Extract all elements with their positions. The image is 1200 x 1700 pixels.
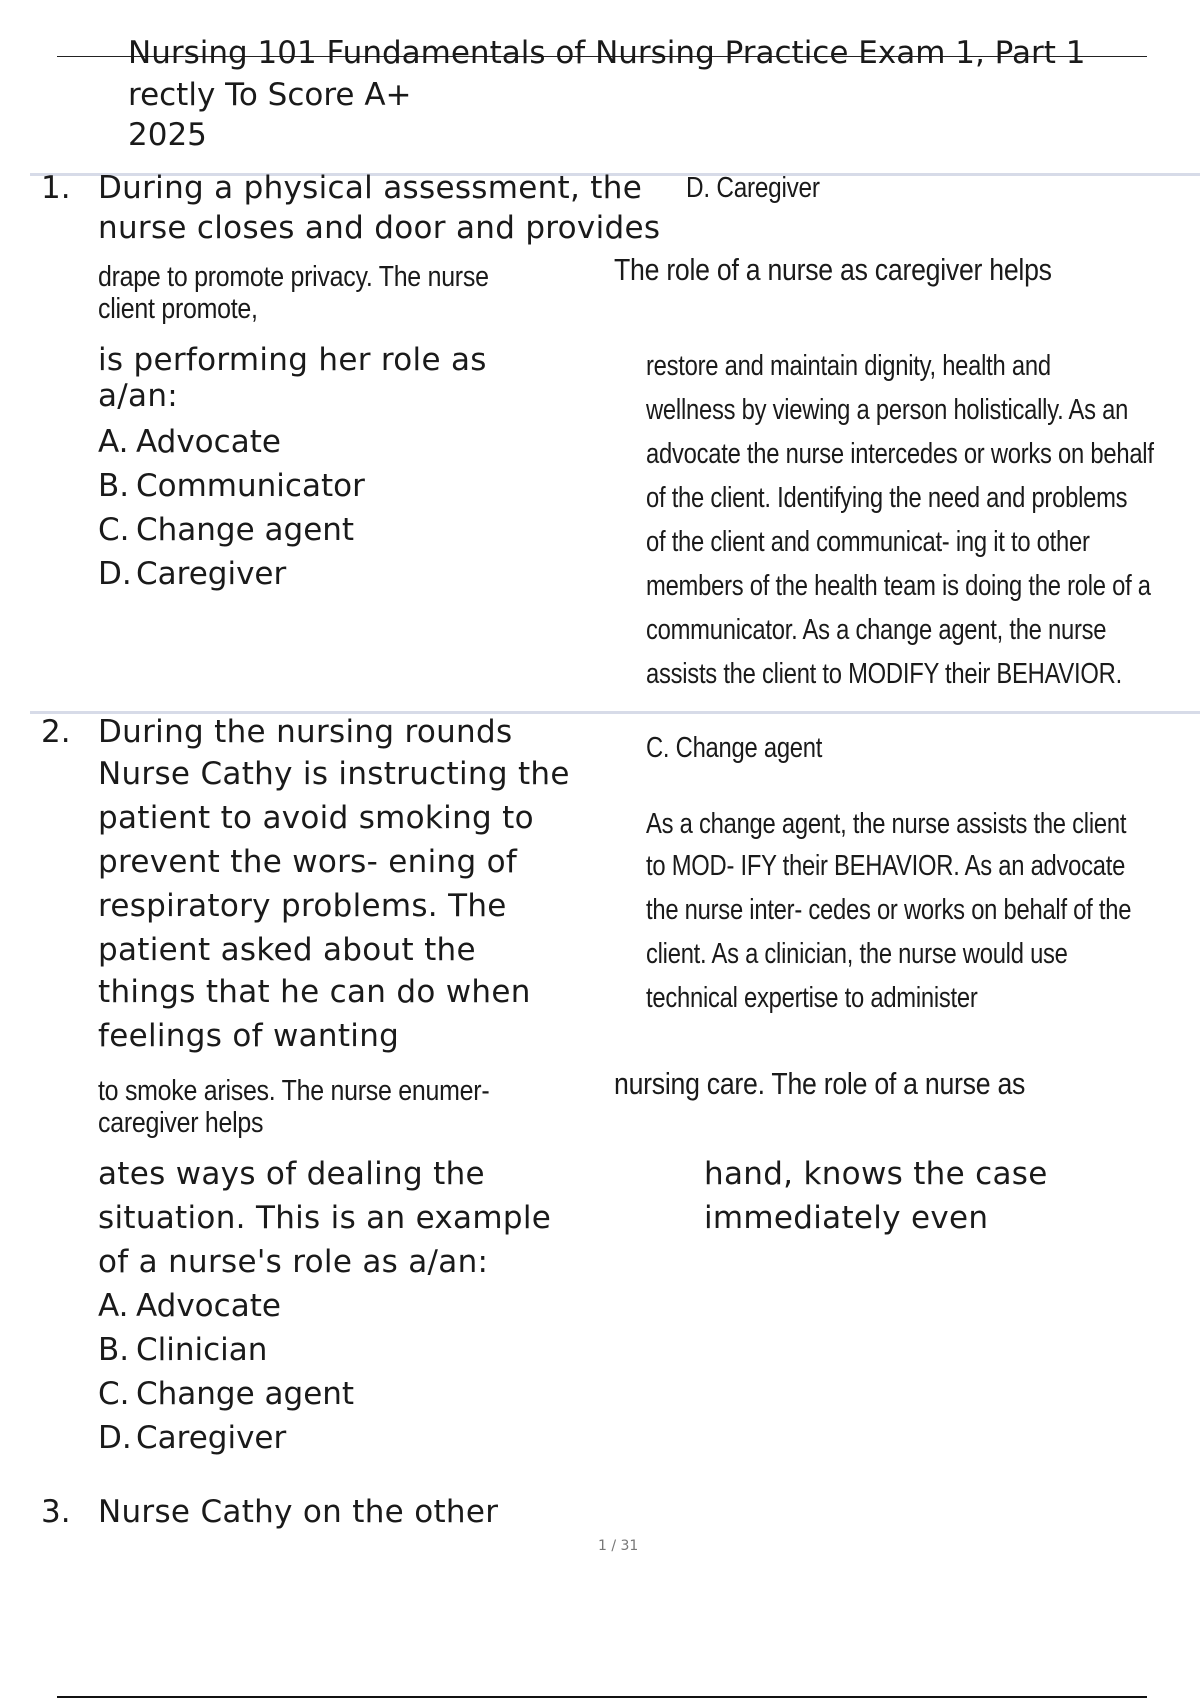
question-stem-line: ates ways of dealing the	[98, 1156, 485, 1192]
question-stem-line: Nurse Cathy on the other	[98, 1494, 499, 1530]
option-letter: D.	[98, 1420, 132, 1456]
option-text: Clinician	[136, 1332, 268, 1368]
question-stem-line: things that he can do when	[98, 974, 531, 1010]
option-letter: A.	[98, 1288, 129, 1324]
answer-option	[98, 1416, 286, 1460]
rationale-line: As a change agent, the nurse assists the client	[646, 808, 1127, 840]
question-number: 3.	[41, 1494, 71, 1530]
question-stem-line: During the nursing rounds	[98, 714, 513, 750]
question-stem-line: of a nurse's role as a/an:	[98, 1244, 489, 1280]
answer-option	[98, 1328, 267, 1372]
answer-option	[98, 420, 281, 464]
question-stem-line: drape to promote privacy. The nurse	[98, 261, 489, 293]
answer-option	[98, 1284, 281, 1328]
answer-option	[98, 464, 365, 508]
question-stem-line: Nurse Cathy is instructing the	[98, 756, 570, 792]
question-stem-line: situation. This is an example	[98, 1200, 552, 1236]
page-number: 1 / 31	[598, 1538, 639, 1554]
option-text: Caregiver	[136, 1420, 287, 1456]
question-number: 1.	[41, 170, 71, 206]
rationale-line: to MOD- IFY their BEHAVIOR. As an advocate	[646, 850, 1126, 882]
answer-key: D. Caregiver	[686, 172, 820, 204]
option-text: Advocate	[136, 1288, 281, 1324]
question-stem-line: nurse closes and door and provides	[98, 210, 661, 246]
question-stem-line: prevent the wors- ening of	[98, 844, 518, 880]
question-stem-line: to smoke arises. The nurse enumer-	[98, 1075, 490, 1107]
rationale-line: wellness by viewing a person holistically. As an	[646, 394, 1129, 426]
answer-key: C. Change agent	[646, 732, 823, 764]
option-text: Advocate	[136, 424, 281, 460]
question-stem-line: patient asked about the	[98, 932, 476, 968]
rationale-line: assists the client to MODIFY their BEHAVIOR.	[646, 658, 1122, 690]
option-text: Change agent	[136, 512, 355, 548]
option-letter: B.	[98, 1332, 130, 1368]
option-text: Change agent	[136, 1376, 355, 1412]
question-stem-line: patient to avoid smoking to	[98, 800, 534, 836]
option-letter: C.	[98, 512, 130, 548]
answer-option	[98, 1372, 354, 1416]
option-letter: D.	[98, 556, 132, 592]
rationale-line: the nurse inter- cedes or works on behalf of the	[646, 894, 1132, 926]
rationale-line: advocate the nurse intercedes or works on behalf	[646, 438, 1154, 470]
option-letter: B.	[98, 468, 130, 504]
document-title: Nursing 101 Fundamentals of Nursing Practice Exam 1, Part 1	[128, 35, 1086, 71]
option-text: Communicator	[136, 468, 365, 504]
answer-option	[98, 508, 354, 552]
footer-rule	[57, 1696, 1147, 1698]
rationale-line: client. As a clinician, the nurse would use	[646, 938, 1068, 970]
rationale-line: communicator. As a change agent, the nurse	[646, 614, 1107, 646]
answer-option	[98, 552, 286, 596]
rationale-line: technical expertise to administer	[646, 982, 978, 1014]
rationale-line: of the client. Identifying the need and problems	[646, 482, 1128, 514]
question-stem-line: caregiver helps	[98, 1107, 264, 1139]
rationale-line: of the client and communicat- ing it to other	[646, 526, 1090, 558]
question-number: 2.	[41, 714, 71, 750]
rationale-line: nursing care. The role of a nurse as	[614, 1066, 1026, 1101]
document-title-line3: 2025	[128, 117, 207, 153]
rationale-overflow-line: immediately even	[704, 1200, 989, 1236]
rationale-line: restore and maintain dignity, health and	[646, 350, 1051, 382]
rationale-overflow-line: hand, knows the case	[704, 1156, 1048, 1192]
question-stem-line: respiratory problems. The	[98, 888, 507, 924]
rationale-line: members of the health team is doing the role of a	[646, 570, 1151, 602]
question-stem-line: feelings of wanting	[98, 1018, 400, 1054]
option-letter: A.	[98, 424, 129, 460]
question-stem-line: is performing her role as	[98, 342, 487, 378]
option-letter: C.	[98, 1376, 130, 1412]
option-text: Caregiver	[136, 556, 287, 592]
question-stem-line: client promote,	[98, 293, 258, 325]
rationale-line: The role of a nurse as caregiver helps	[614, 252, 1052, 287]
question-stem-line: During a physical assessment, the	[98, 170, 643, 206]
question-stem-line: a/an:	[98, 378, 179, 414]
document-title-line2: rectly To Score A+	[128, 77, 412, 113]
